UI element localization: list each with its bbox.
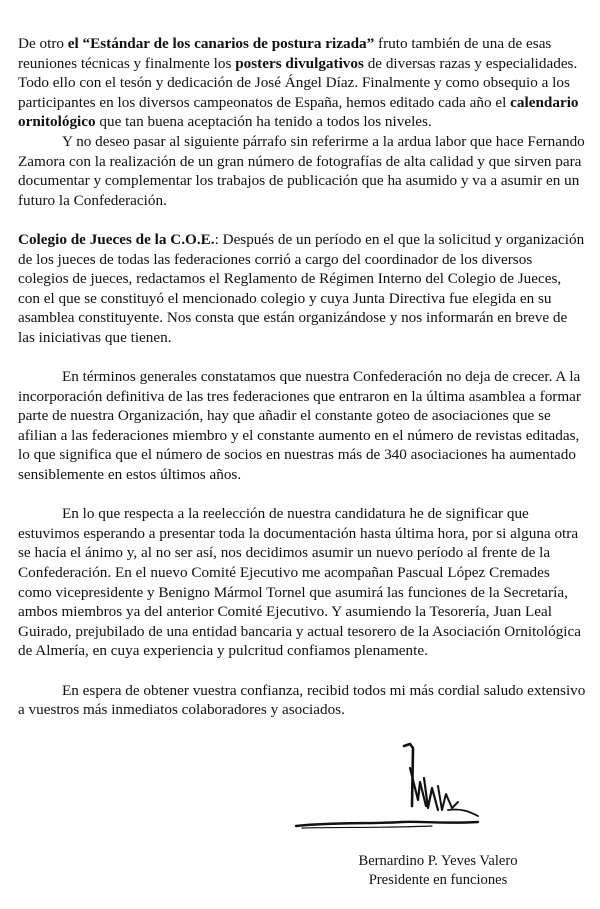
paragraph-growth: En términos generales constatamos que nuestra Confederación no deja de crecer. A la incorporación definitiva de las tres federaciones que entraron en la última asamblea a formar parte de nuestra Organización, hay que añadir el constante goteo de asociaciones que se afilian a las federaciones miembro y el constante aumento en el número de revistas editadas, lo que significa que el número de socios en nuestras más de 340 asociaciones ha aumentado sensiblemente en estos últimos años. bbox=[18, 368, 581, 484]
bold-calendar: calendario ornitológico bbox=[18, 93, 579, 131]
signature-block bbox=[318, 852, 558, 890]
paragraph-judges-college bbox=[18, 230, 586, 348]
signer-name: Bernardino P. Yeves Valero bbox=[358, 853, 518, 869]
signer-title: Presidente en funciones bbox=[368, 872, 508, 888]
text-span: : Después de un período en el que la solicitud y organización de los jueces de todas las federaciones corrió a cargo del coordinador de los diversos colegios de jueces, redactamos el Reglamento de Régimen Interno del Colegio de Jueces, con el que se constituyó el mencionado colegio y cuya Junta Directiva fue elegida en su asamblea constituyente. Nos consta que están organizándose y nos informarán en breve de las iniciativas que tienen. bbox=[18, 230, 585, 346]
text-span: fruto también de una de esas reuniones técnicas y finalmente los bbox=[18, 35, 552, 72]
text-span: De otro bbox=[18, 35, 68, 52]
paragraph-closing: En espera de obtener vuestra confianza, recibid todos mi más cordial saludo extensivo a vuestros más inmediatos colaboradores y asociados. bbox=[18, 681, 586, 719]
judges-college-heading: Colegio de Jueces de la C.O.E. bbox=[18, 230, 215, 248]
text-span: de diversas razas y especialidades. Todo ello con el tesón y dedicación de José Ángel Díaz. Finalmente y como obsequio a los participantes en los diversos campeonatos de España, hemos editado cada año el bbox=[18, 54, 578, 111]
text-span: que tan buena aceptación ha tenido a todos los niveles. bbox=[95, 113, 432, 131]
paragraph-reelection: En lo que respecta a la reelección de nuestra candidatura he de significar que estuvimos esperando a presentar toda la documentación hasta última hora, por si alguna otra se hacía el ánimo y, al no ser así, nos decidimos asumir un nuevo período al frente de la Confederación. En el nuevo Comité Ejecutivo me acompañan Pascual López Cremades como vicepresidente y Benigno Mármol Tornel que asumirá las funciones de la Secretaría, ambos miembros ya del anterior Comité Ejecutivo. Y asumiendo la Tesorería, Juan Leal Guirado, prejubilado de una entidad bancaria y actual tesorero de la Asociación Ornitológica de Almería, en cuya experiencia y pulcritud confiamos plenamente. bbox=[18, 505, 581, 660]
bold-posters: posters divulgativos bbox=[235, 54, 364, 72]
paragraph-photography: Y no deseo pasar al siguiente párrafo sin referirme a la ardua labor que hace Fernando Zamora con la realización de un gran número de fotografías de alta calidad y que sirven para documentar y complementar los trabajos de publicación que ha asumido y va a asumir en un futuro la Confederación. bbox=[18, 132, 585, 209]
letter-body bbox=[18, 34, 586, 739]
handwritten-signature bbox=[292, 738, 492, 838]
bold-standard-title: el “Estándar de los canarios de postura rizada” bbox=[67, 35, 375, 52]
paragraph-publications bbox=[18, 34, 586, 132]
